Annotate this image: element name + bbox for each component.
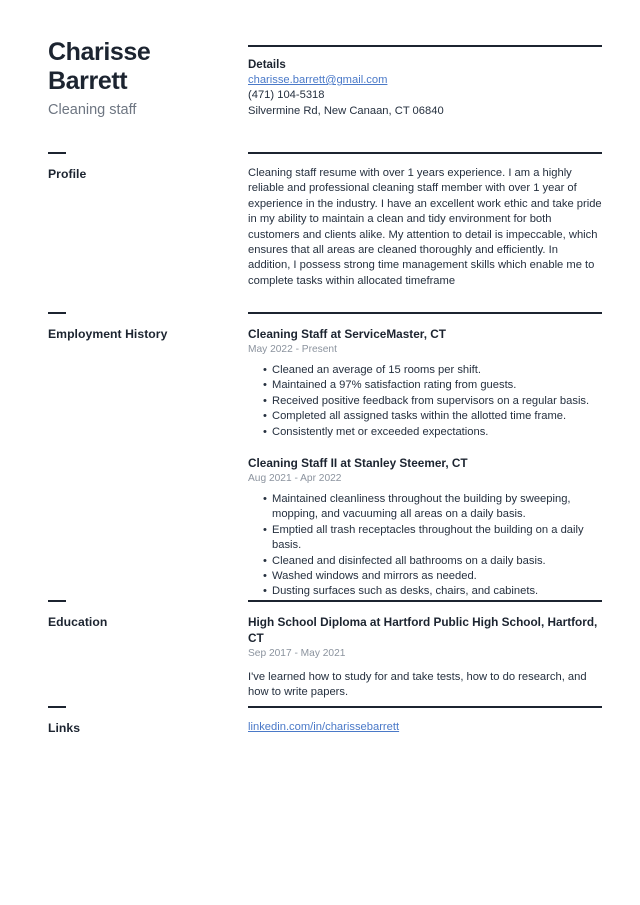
list-item: • Completed all assigned tasks within the allotted time frame. — [272, 409, 602, 424]
list-item: • Received positive feedback from supervisors on a regular basis. — [272, 394, 602, 409]
employment-entry-title: Cleaning Staff II at Stanley Steemer, CT — [248, 456, 468, 471]
links-divider — [248, 706, 602, 708]
profile-text: Cleaning staff resume with over 1 years experience. I am a highly reliable and professional cleaning staff member with over 1 year of experience in the industry. I have an excellent work ethic and take pride in my ability to maintain a clean and tidy environment for both customers and clients alike. My attention to detail is impeccable, which ensures that all areas are cleaned thoroughly and efficiently. In addition, I possess strong time management skills which enable me to complete tasks within allocated timeframe — [248, 167, 602, 287]
education-divider — [248, 600, 602, 602]
section-label-education: Education — [48, 615, 108, 629]
employment-entry-bullets — [248, 492, 602, 600]
resume-header — [48, 38, 228, 120]
phone-text: (471) 104-5318 — [248, 89, 325, 102]
employment-entry — [248, 326, 602, 440]
details-divider — [248, 45, 602, 47]
candidate-job-title: Cleaning staff — [48, 102, 137, 118]
section-dash-icon — [48, 312, 66, 314]
profile-divider — [248, 152, 602, 154]
section-dash-icon — [48, 706, 66, 708]
education-label-column — [48, 600, 233, 630]
details-block — [248, 45, 602, 119]
links-body-column — [248, 706, 602, 735]
profile-body-column — [248, 152, 602, 289]
section-label-links: Links — [48, 721, 81, 735]
section-label-profile: Profile — [48, 167, 87, 181]
education-entry-description: I've learned how to study for and take tests, how to do research, and how to write papers. — [248, 671, 587, 699]
employment-entry — [248, 455, 602, 600]
education-body-column — [248, 600, 602, 701]
employment-entry-date: May 2022 - Present — [248, 344, 337, 355]
list-item: • Maintained cleanliness throughout the building by sweeping, mopping, and vacuuming all areas on a daily basis. — [272, 492, 602, 523]
section-label-employment-history: Employment History — [48, 327, 168, 341]
email-link[interactable]: charisse.barrett@gmail.com — [248, 74, 388, 86]
employment-divider — [248, 312, 602, 314]
section-dash-icon — [48, 600, 66, 602]
employment-label-column — [48, 312, 233, 342]
address-text: Silvermine Rd, New Canaan, CT 06840 — [248, 104, 444, 117]
education-entry-title: High School Diploma at Hartford Public High School, Hartford, CT — [248, 615, 598, 645]
employment-entry-title: Cleaning Staff at ServiceMaster, CT — [248, 327, 446, 341]
employment-entry-date: Aug 2021 - Apr 2022 — [248, 473, 342, 485]
education-entry — [248, 614, 602, 701]
profile-label-column — [48, 152, 233, 182]
list-item: • Maintained a 97% satisfaction rating from guests. — [272, 378, 602, 393]
list-item: • Cleaned an average of 15 rooms per shift. — [272, 363, 602, 378]
links-label-column — [48, 706, 233, 736]
list-item: • Emptied all trash receptacles throughout the building on a daily basis. — [272, 523, 602, 554]
employment-entry-bullets — [248, 363, 602, 440]
list-item: • Washed windows and mirrors as needed. — [272, 569, 602, 584]
section-dash-icon — [48, 152, 66, 154]
list-item: • Consistently met or exceeded expectations. — [272, 425, 602, 440]
list-item: • Cleaned and disinfected all bathrooms on a daily basis. — [272, 554, 602, 569]
employment-body-column — [248, 312, 602, 600]
education-entry-date: Sep 2017 - May 2021 — [248, 648, 346, 659]
linkedin-link[interactable]: linkedin.com/in/charissebarrett — [248, 721, 400, 733]
list-item: • Dusting surfaces such as desks, chairs, and cabinets. — [272, 584, 602, 599]
candidate-name: Charisse Barrett — [48, 38, 151, 95]
details-heading: Details — [248, 59, 286, 71]
